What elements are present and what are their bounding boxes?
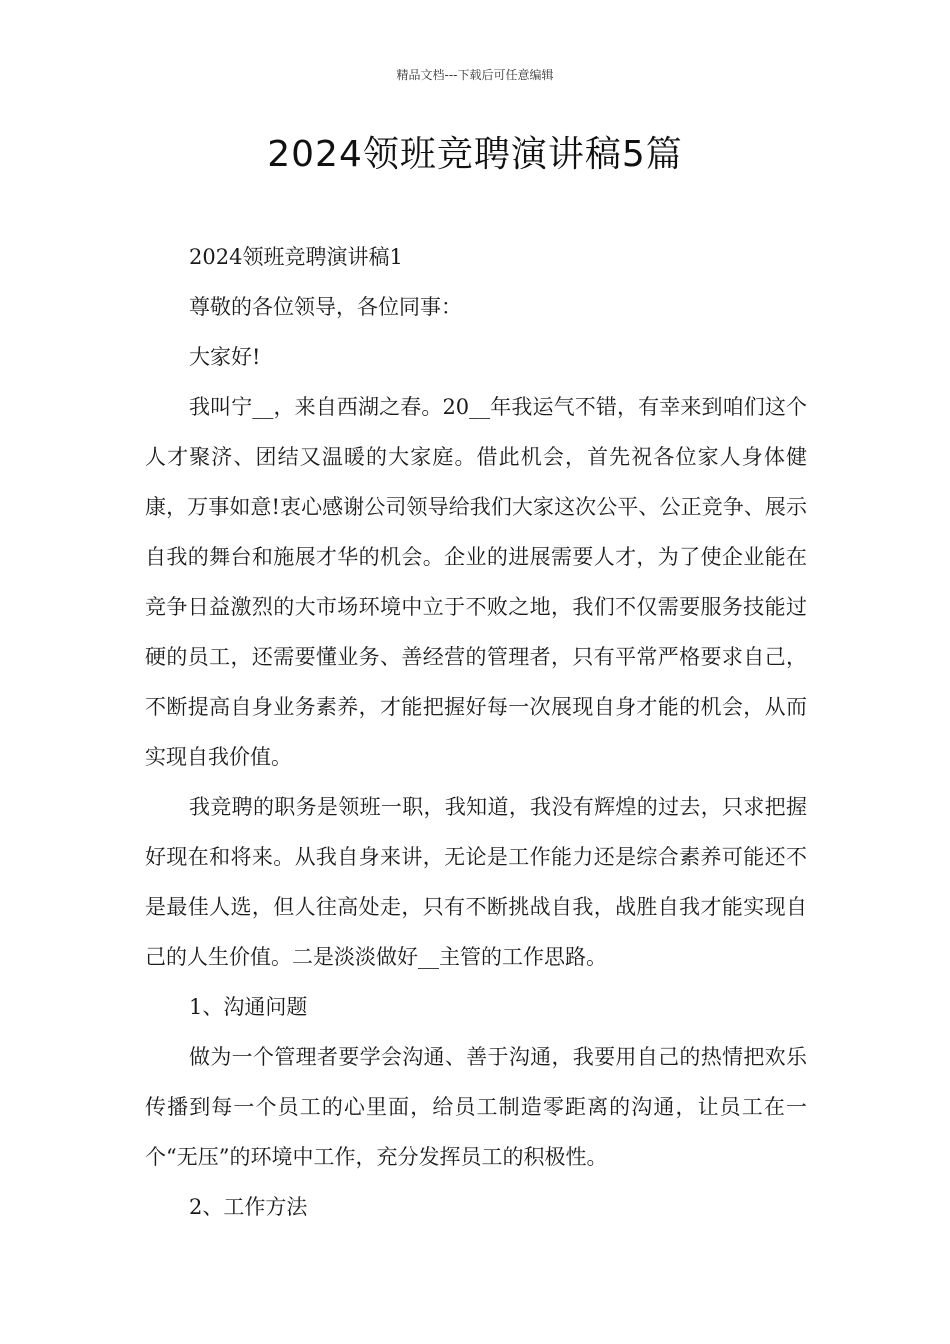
body-paragraph: 做为一个管理者要学会沟通、善于沟通，我要用自己的热情把欢乐传播到每一个员工的心里面，给员工制造零距离的沟通，让员工在一个“无压”的环境中工作，充分发挥员工的积极性。 [145,1045,807,1169]
greeting: 大家好! [189,345,261,369]
body-paragraph: 我叫宁__，来自西湖之春。20__年我运气不错，有幸来到咱们这个人才聚济、团结又温暖的大家庭。借此机会，首先祝各位家人身体健康，万事如意!衷心感谢公司领导给我们大家这次公平、公正竞争、展示自我的舞台和施展才华的机会。企业的进展需要人才，为了使企业能在竞争日益激烈的大市场环境中立于不败之地，我们不仅需要服务技能过硬的员工，还需要懂业务、善经营的管理者，只有平常严格要求自己，不断提高自身业务素养，才能把握好每一次展现自身才能的机会，从而实现自我价值。 [145,395,807,769]
section-heading: 2024领班竞聘演讲稿1 [189,245,403,269]
body-paragraph: 我竞聘的职务是领班一职，我知道，我没有辉煌的过去，只求把握好现在和将来。从我自身来讲，无论是工作能力还是综合素养可能还不是最佳人选，但人往高处走，只有不断挑战自我，战胜自我才能实现自己的人生价值。二是淡淡做好__主管的工作思路。 [145,795,807,969]
subheading: 2、工作方法 [189,1195,308,1219]
header-note: 精品文档---下载后可任意编辑 [396,68,554,82]
subheading: 1、沟通问题 [189,995,308,1019]
salutation: 尊敬的各位领导，各位同事： [189,295,462,319]
document-title: 2024领班竞聘演讲稿5篇 [267,134,683,175]
document-body [145,232,807,1232]
